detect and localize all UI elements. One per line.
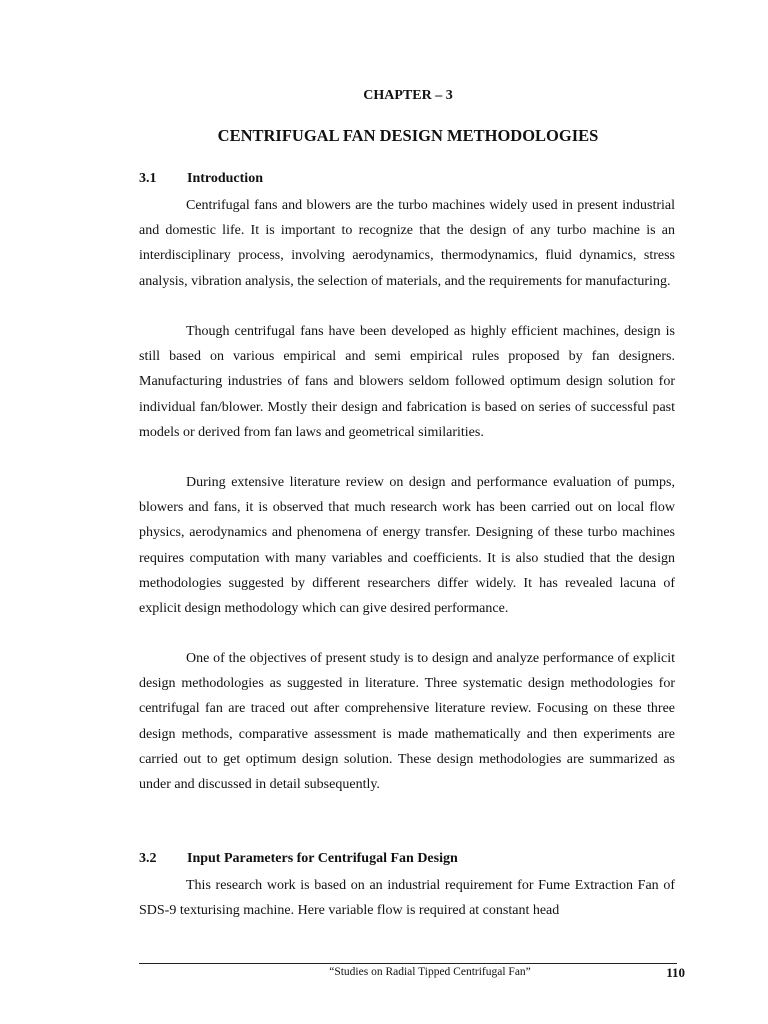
paragraph: This research work is based on an industrial requirement for Fume Extraction Fan of SDS-9 texturising machine. Here variable flow is required at constant head	[139, 878, 675, 919]
paragraph: During extensive literature review on design and performance evaluation of pumps, blowers and fans, it is observed that much research work has been carried out on local flow physics, aerodynamics and phenomena of energy transfer. Designing of these turbo machines requires computation with many variables and coefficients. It is also studied that the design methodologies suggested by different researchers differ widely. It has revealed lacuna of explicit design methodology which can give desired performance.	[139, 475, 675, 617]
footer-running-title: “Studies on Radial Tipped Centrifugal Fan”	[329, 966, 531, 978]
section-heading-3-1	[139, 171, 263, 187]
page-number: 110	[666, 965, 685, 980]
section-title: Introduction	[187, 171, 263, 186]
section-number: 3.2	[139, 851, 157, 866]
paragraph: Though centrifugal fans have been developed as highly efficient machines, design is still based on various empirical and semi empirical rules proposed by fan designers. Manufacturing industries of fans and blowers seldom followed optimum design solution for individual fan/blower. Mostly their design and fabrication is based on series of successful past models or derived from fan laws and geometrical similarities.	[139, 324, 675, 440]
section-heading-3-2	[139, 851, 458, 867]
section-title: Input Parameters for Centrifugal Fan Design	[187, 851, 458, 866]
paragraph: Centrifugal fans and blowers are the turbo machines widely used in present industrial and domestic life. It is important to recognize that the design of any turbo machine is an interdisciplinary process, involving aerodynamics, thermodynamics, fluid dynamics, stress analysis, vibration analysis, the selection of materials, and the requirements for manufacturing.	[139, 198, 675, 289]
footer-divider	[139, 963, 677, 964]
section-number: 3.1	[139, 171, 157, 186]
paragraph: One of the objectives of present study is to design and analyze performance of explicit design methodologies as suggested in literature. Three systematic design methodologies for centrifugal fan are traced out after comprehensive literature review. Focusing on these three design methods, comparative assessment is made mathematically and then experiments are carried out to get optimum design solution. These design methodologies are summarized as under and discussed in detail subsequently.	[139, 651, 675, 793]
chapter-title: CENTRIFUGAL FAN DESIGN METHODOLOGIES	[217, 126, 599, 145]
chapter-label: CHAPTER – 3	[363, 88, 453, 103]
